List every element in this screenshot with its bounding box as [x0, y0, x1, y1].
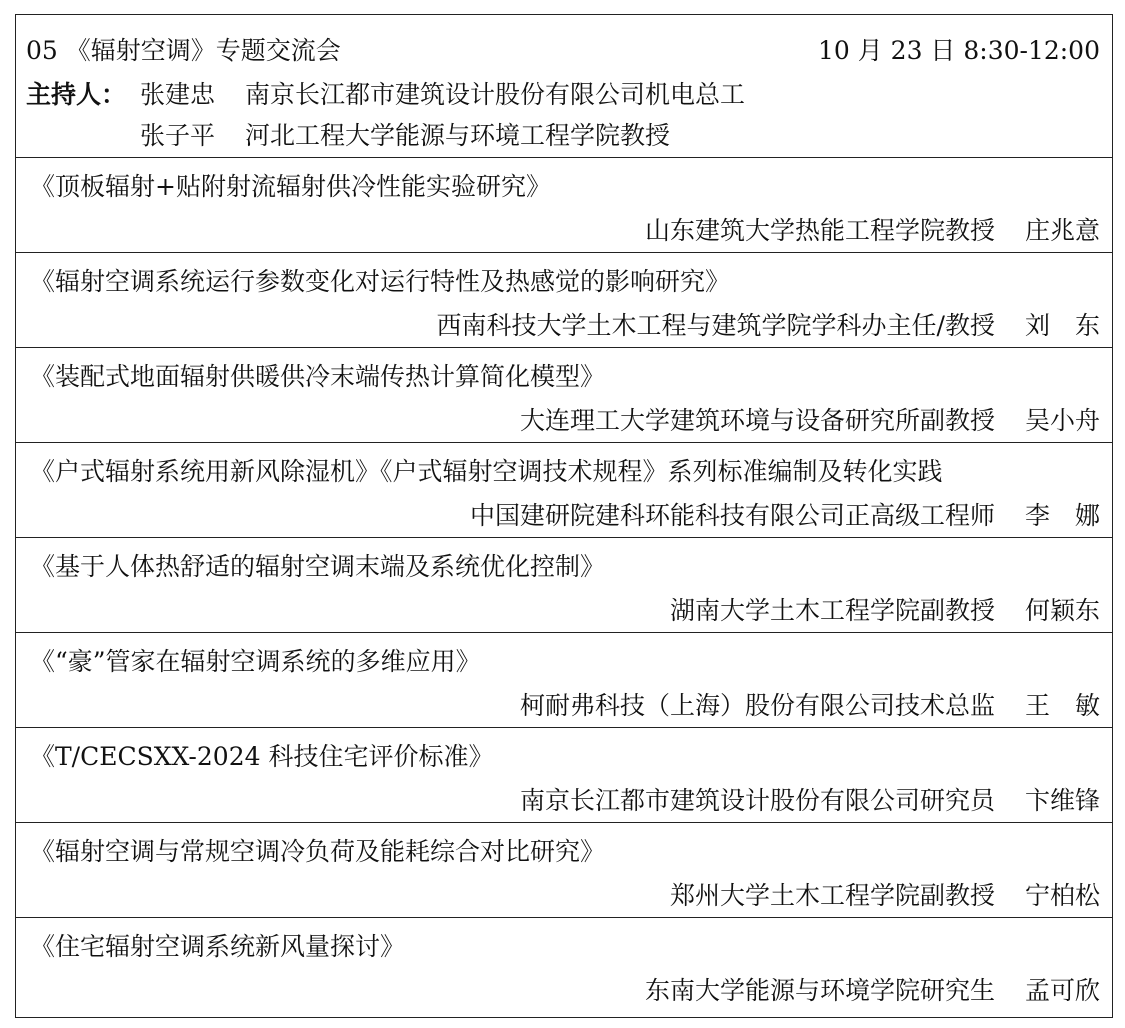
- speaker-name: 李 娜: [1024, 501, 1100, 530]
- talk-title: 《“豪”管家在辐射空调系统的多维应用》: [30, 647, 481, 676]
- talk-speaker: [645, 216, 1100, 246]
- talk-row: [16, 538, 1112, 633]
- host-affiliation: 河北工程大学能源与环境工程学院教授: [245, 121, 671, 150]
- talk-title: 《装配式地面辐射供暖供冷末端传热计算简化模型》: [30, 362, 606, 391]
- talk-speaker: [520, 786, 1100, 816]
- speaker-name: 宁柏松: [1024, 881, 1100, 910]
- speaker-affiliation: 南京长江都市建筑设计股份有限公司研究员: [519, 786, 995, 815]
- speaker-affiliation: 大连理工大学建筑环境与设备研究所副教授: [519, 406, 995, 435]
- speaker-affiliation: 湖南大学土木工程学院副教授: [669, 596, 995, 625]
- talk-title: 《辐射空调与常规空调冷负荷及能耗综合对比研究》: [30, 837, 606, 866]
- session-time: 10 月 23 日 8:30-12:00: [817, 36, 1100, 65]
- speaker-affiliation: 山东建筑大学热能工程学院教授: [644, 216, 995, 245]
- talk-row: [16, 633, 1112, 728]
- speaker-affiliation: 东南大学能源与环境学院研究生: [644, 976, 995, 1005]
- talk-row: [16, 348, 1112, 443]
- speaker-affiliation: 柯耐弗科技（上海）股份有限公司技术总监: [519, 691, 995, 720]
- host-name: 张建忠: [140, 80, 216, 109]
- program-table: [15, 14, 1113, 1018]
- speaker-name: 卞维锋: [1024, 786, 1100, 815]
- talk-speaker: [470, 501, 1100, 531]
- talk-title: 《T/CECSXX-2024 科技住宅评价标准》: [30, 742, 494, 771]
- host-label: 主持人：: [26, 80, 127, 109]
- talk-title: 《基于人体热舒适的辐射空调末端及系统优化控制》: [30, 552, 606, 581]
- speaker-affiliation: 西南科技大学土木工程与建筑学院学科办主任/教授: [436, 311, 995, 340]
- speaker-name: 王 敏: [1024, 691, 1100, 720]
- speaker-name: 何颖东: [1024, 596, 1100, 625]
- speaker-name: 孟可欣: [1024, 976, 1100, 1005]
- speaker-name: 庄兆意: [1024, 216, 1100, 245]
- speaker-name: 刘 东: [1024, 311, 1100, 340]
- talk-speaker: [520, 406, 1100, 436]
- speaker-name: 吴小舟: [1024, 406, 1100, 435]
- talk-title: 《住宅辐射空调系统新风量探讨》: [30, 932, 406, 961]
- session-header: [16, 15, 1112, 158]
- talk-row: [16, 728, 1112, 823]
- host-line: [140, 121, 670, 151]
- talk-speaker: [645, 976, 1100, 1006]
- talk-speaker: [437, 311, 1100, 341]
- talk-title: 《辐射空调系统运行参数变化对运行特性及热感觉的影响研究》: [30, 267, 731, 296]
- speaker-affiliation: 郑州大学土木工程学院副教授: [669, 881, 995, 910]
- session-title: 05 《辐射空调》专题交流会: [26, 36, 341, 65]
- talk-speaker: [670, 596, 1100, 626]
- host-name: 张子平: [140, 121, 216, 150]
- talk-row: [16, 253, 1112, 348]
- talk-row: [16, 158, 1112, 253]
- talk-title: 《户式辐射系统用新风除湿机》《户式辐射空调技术规程》系列标准编制及转化实践: [30, 457, 943, 486]
- talk-speaker: [670, 881, 1100, 911]
- talk-row: [16, 918, 1112, 1013]
- speaker-affiliation: 中国建研院建科环能科技有限公司正高级工程师: [469, 501, 995, 530]
- talk-row: [16, 443, 1112, 538]
- host-affiliation: 南京长江都市建筑设计股份有限公司机电总工: [245, 80, 746, 109]
- talk-speaker: [520, 691, 1100, 721]
- host-line: [140, 80, 745, 110]
- talk-row: [16, 823, 1112, 918]
- talk-title: 《顶板辐射+贴附射流辐射供冷性能实验研究》: [30, 172, 551, 201]
